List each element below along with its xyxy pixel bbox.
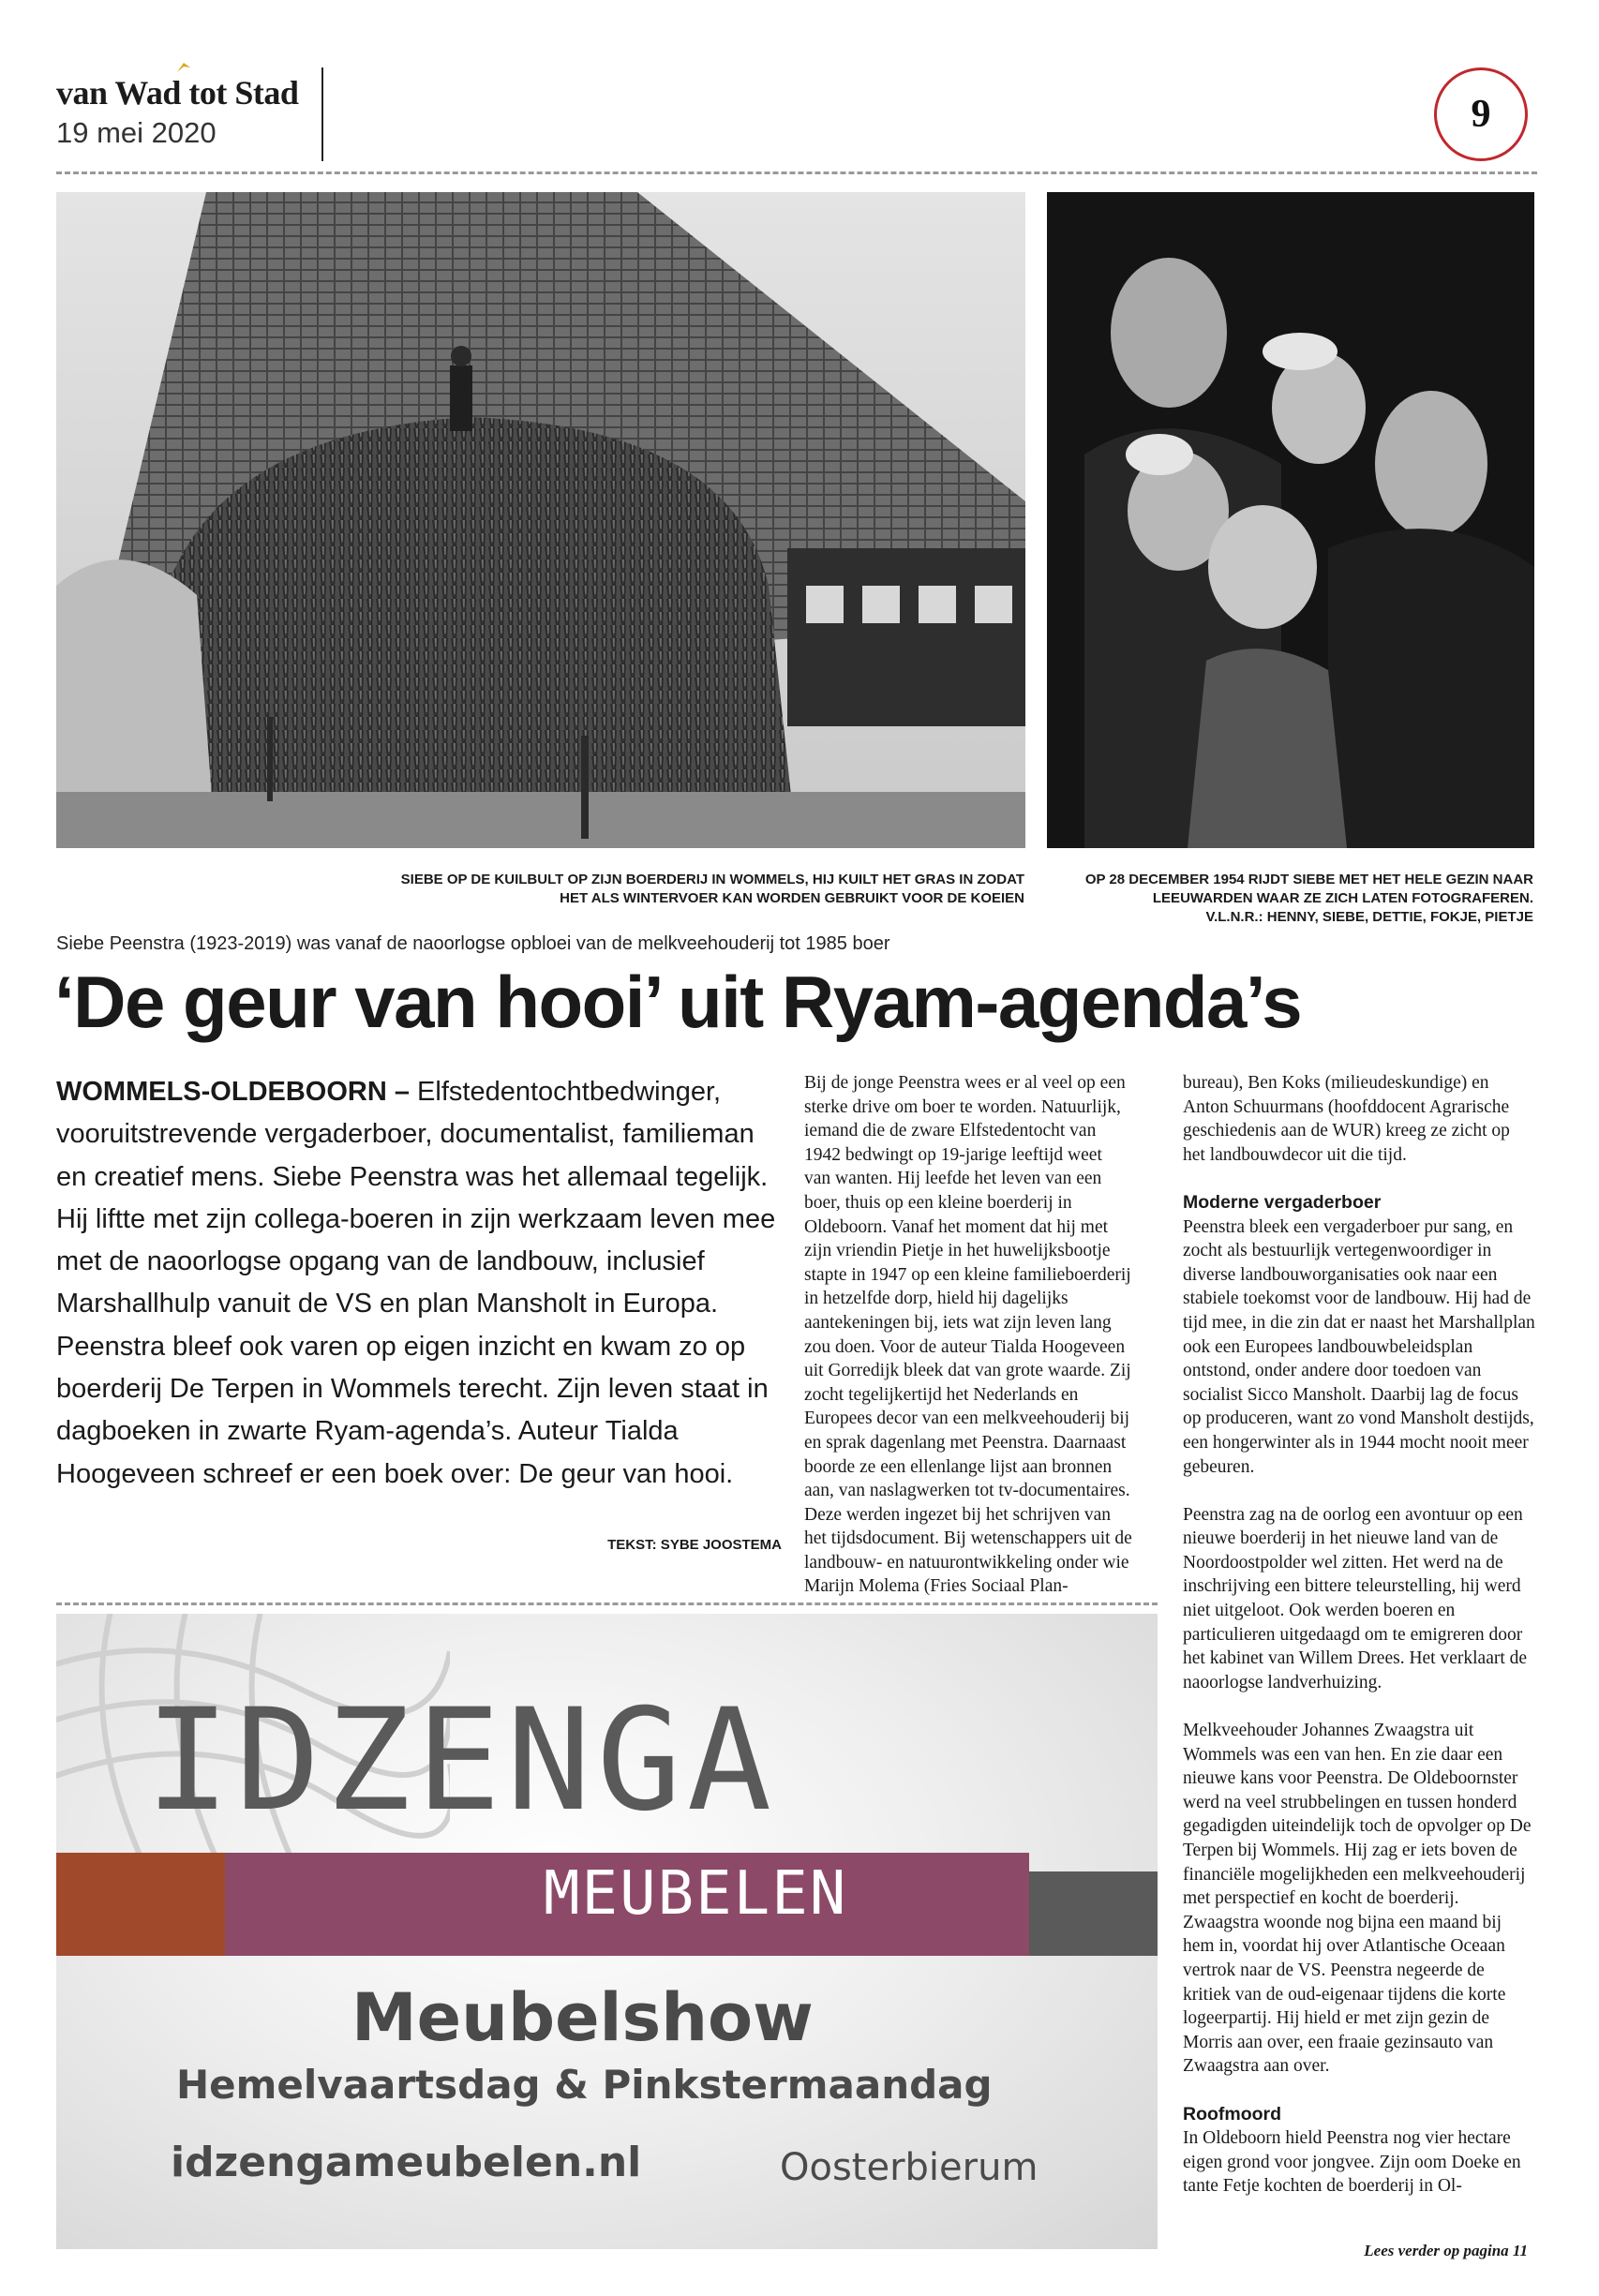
article-column-2 xyxy=(804,1071,1132,1599)
dateline: WOMMELS-OLDEBOORN – xyxy=(56,1077,410,1107)
ad-days: Hemelvaartsdag & Pinkstermaandag xyxy=(176,2062,993,2108)
brand-name: van Wad tot Stad xyxy=(56,74,299,112)
article-kicker: Siebe Peenstra (1923-2019) was vanaf de naoorlogse opbloei van de melkveehouderij tot 1985 boer xyxy=(56,933,890,954)
lead-text: Elfstedentochtbedwinger, vooruitstrevende vergaderboer, documentalist, familieman en creatief mens. Siebe Peenstra was het allemaal tegelijk. Hij liftte met zijn collega-boeren in zijn werkzaam leven mee met de naoorlogse opgang van de landbouw, inclusief Marshallhulp vanuit de VS en plan Mansholt in Europa. Peenstra bleef ook varen op eigen inzicht en kwam zo op boerderij De Terpen in Wommels terecht. Zijn leven staat in dagboeken in zwarte Ryam-agenda’s. Auteur Tialda Hoogeveen schreef er een boek over: De geur van hooi. xyxy=(56,1077,776,1489)
advertisement-idzenga xyxy=(56,1614,1158,2249)
header-rule xyxy=(56,171,1537,174)
article-lead xyxy=(56,1071,778,1496)
column-3-paragraph-1: bureau), Ben Koks (milieudeskundige) en Anton Schuurmans (hoofddocent Agrarische geschiedenis aan de WUR) kreeg ze zicht op het landbouwdecor uit die tijd. xyxy=(1183,1073,1510,1165)
column-3-paragraph-3: Peenstra zag na de oorlog een avontuur op een nieuwe boerderij in het nieuwe land van de Noordoostpolder wel zitten. Het werd na de inschrijving een bittere teleurstelling, hij werd niet uitgeloot. Ook werden boeren en particulieren uitgedaagd om te emigreren door het kabinet van Willem Drees. Het verklaart de naoorlogse landverhuizing. xyxy=(1183,1504,1528,1692)
ad-brand-name: IDZENGA xyxy=(145,1679,778,1842)
column-3-paragraph-4: Melkveehouder Johannes Zwaagstra uit Wommels was een van hen. En zie daar een nieuwe kans voor Peenstra. De Oldeboornster werd na veel strubbelingen en tussen honderd gegadigden uiteindelijk toch de opvolger op De Terpen bij Wommels. Hij zag er iets boven de financiële mogelijkheden een melkveehouderij met perspectief en kocht de boerderij. Zwaagstra woonde nog bijna een maand bij hem in, voordat hij over Atlantische Oceaan vertrok naar de VS. Peenstra negeerde de kritiek van de oud-eigenaar tijdens die korte logeerpartij. Hij hield er met zijn gezin de Morris aan over, een fraaie gezinsauto van Zwaagstra aan over. xyxy=(1183,1721,1532,2077)
ad-band-orange xyxy=(56,1853,225,1956)
ad-band-gray xyxy=(1029,1871,1158,1956)
masthead xyxy=(56,73,298,150)
photo-farmhouse-caption: SIEBE OP DE KUILBULT OP ZIJN BOERDERIJ IN WOMMELS, HIJ KUILT HET GRAS IN ZODAT HET ALS WINTERVOER KAN WORDEN GEBRUIKT VOOR DE KOEIEN xyxy=(400,872,1024,906)
photo-family-caption xyxy=(1054,871,1533,927)
ad-rule xyxy=(56,1603,1158,1605)
column-3-paragraph-2: Peenstra bleek een vergaderboer pur sang, en zocht als bestuurlijk vertegenwoordiger in diverse landbouworganisaties ook naar een stabiele toekomst voor de landbouw. Hij had de tijd mee, in die zin dat er naast het Marshallplan ook een Europees landbouwbeleidsplan ontstond, onder andere door toedoen van socialist Sicco Mansholt. Daarbij lag de focus op produceren, want zo vond Mansholt destijds, een hongerwinter als in 1944 mocht nooit meer gebeuren. xyxy=(1183,1216,1535,1477)
subhead-moderne-vergaderboer: Moderne vergaderboer xyxy=(1183,1191,1382,1213)
column-2-text: Bij de jonge Peenstra wees er al veel op een sterke drive om boer te worden. Natuurlijk, iemand die de zware Elfstedentocht van 1942 bedwingt op 19-jarige leeftijd weet van wanten. Hij leefde het leven van een boer, thuis op een kleine boerderij in Oldeboorn. Vanaf het moment dat hij met zijn vriendin Pietje in het huwelijksbootje stapte in 1947 op een kleine familieboerderij in hetzelfde dorp, hield hij dagelijks aantekeningen bij, iets wat zijn leven lang zou doen. Voor de auteur Tialda Hoogeveen uit Gorredijk bleek dat van grote waarde. Zij zocht tegelijkertijd het Nederlands en Europees decor van een melkveehouderij bij en sprak dagenlang met Peenstra. Daarnaast boorde ze een ellenlange lijst aan bronnen aan, van naslagwerken tot tv-documentaires. Deze werden ingezet bij het schrijven van het tijdsdocument. Bij wetenschappers uit de landbouw- en natuurontwikkeling onder wie Marijn Molema (Fries Sociaal Plan- xyxy=(804,1073,1132,1597)
photo-family-caption-names: V.L.N.R.: HENNY, SIEBE, DETTIE, FOKJE, PIETJE xyxy=(1205,909,1533,925)
column-3-paragraph-5: In Oldeboorn hield Peenstra nog vier hectare eigen grond voor jongvee. Zijn oom Doeke en tante Fetje kochten de boerderij in Ol- xyxy=(1183,2128,1521,2197)
ad-location: Oosterbierum xyxy=(780,2146,1039,2189)
article-column-3 xyxy=(1183,1071,1535,2199)
byline: TEKST: SYBE JOOSTEMA xyxy=(607,1537,782,1553)
article-headline: ‘De geur van hooi’ uit Ryam-agenda’s xyxy=(54,961,1302,1043)
page-number: 9 xyxy=(1434,67,1528,161)
header-divider xyxy=(321,67,323,161)
newspaper-brand xyxy=(56,73,298,112)
ad-website-link[interactable]: idzengameubelen.nl xyxy=(171,2139,642,2186)
brand-bird-icon xyxy=(176,62,191,73)
ad-subbrand: MEUBELEN xyxy=(544,1859,848,1929)
photo-family-portrait xyxy=(1047,192,1534,848)
photo-family-caption-text: OP 28 DECEMBER 1954 RIJDT SIEBE MET HET HELE GEZIN NAAR LEEUWARDEN WAAR ZE ZICH LATEN FOTOGRAFEREN. xyxy=(1084,872,1533,906)
subhead-roofmoord: Roofmoord xyxy=(1183,2103,1282,2125)
ad-headline: Meubelshow xyxy=(351,1979,814,2056)
issue-date: 19 mei 2020 xyxy=(56,116,217,149)
photo-farmhouse xyxy=(56,192,1025,848)
continuation-note: Lees verder op pagina 11 xyxy=(1364,2242,1528,2259)
